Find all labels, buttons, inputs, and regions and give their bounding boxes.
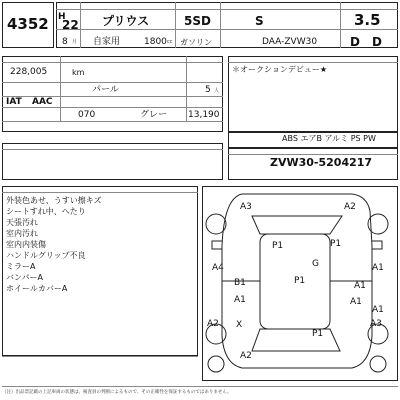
displacement-unit: cc: [167, 39, 173, 45]
mark-right-quarter: A1: [372, 305, 384, 315]
remark-item: ホイールカバーA: [6, 284, 68, 293]
mark-front-right: A2: [344, 202, 356, 212]
seats-unit: 人: [214, 88, 220, 94]
interior-grade: D: [350, 35, 360, 49]
year: 22: [62, 18, 79, 32]
usage: 自家用: [93, 37, 121, 47]
chassis-number: ZVW30-5204217: [270, 156, 373, 169]
mark-right-door-rear: A1: [350, 297, 362, 307]
mark-roof-1: P1: [272, 241, 284, 251]
era-label: H: [58, 12, 66, 22]
lot-number: 4352: [7, 15, 49, 33]
score: 3.5: [354, 11, 381, 29]
mark-left-quarter: A2: [207, 319, 219, 329]
remark-item: 天張汚れ: [6, 218, 38, 227]
interior-color: グレー: [140, 110, 168, 120]
remark-item: シートすれ中、へたり: [6, 207, 86, 216]
car-diagram: [202, 186, 398, 381]
remark-item: 室内汚れ: [6, 229, 38, 238]
mark-glass: G: [312, 259, 319, 269]
remark-item: 室内内装傷: [6, 240, 46, 249]
mark-right-rear: A3: [370, 319, 382, 329]
remark-item: 外装色あせ、うすい擦キズ: [6, 196, 102, 205]
equipment: ABS エアB アルミ PS PW: [282, 134, 376, 143]
mark-trunk-x: X: [236, 320, 243, 330]
sales-points: ＊オークションデビュー★: [232, 65, 328, 74]
load-capacity: 13,190: [188, 110, 220, 120]
grade: S: [255, 14, 264, 28]
doors: 5SD: [184, 14, 211, 28]
mark-front-left: A3: [240, 202, 252, 212]
shift: IAT: [6, 97, 22, 107]
mileage-unit: km: [72, 68, 85, 77]
mileage: 228,005: [10, 67, 48, 77]
seats: 5: [205, 85, 211, 95]
remark-item: ハンドルグリップ不良: [6, 251, 86, 260]
remark-item: バンパーA: [6, 273, 43, 282]
exterior-grade: D: [372, 35, 382, 49]
fuel: ガソリン: [180, 38, 212, 47]
month-suffix: 月: [72, 39, 78, 45]
remark-item: ミラーA: [6, 262, 36, 271]
mark-right-fender: A1: [372, 263, 384, 273]
mark-hood-right: P1: [330, 239, 342, 249]
mark-left-fender: A4: [212, 263, 224, 273]
mark-trunk-p1: P1: [312, 329, 324, 339]
footer-note: （注）出品票記載の上記車両の状態は、検査員の判断によるもので、その正確性を保証するものではありません。: [2, 390, 232, 395]
ac: AAC: [32, 97, 53, 107]
mark-left-door-rear: A1: [234, 295, 246, 305]
model-name: プリウス: [102, 14, 150, 28]
color-code: 070: [78, 110, 96, 120]
mark-right-door-front: A1: [354, 281, 366, 291]
mark-roof-2: P1: [294, 276, 306, 286]
model-code: DAA-ZVW30: [262, 37, 318, 47]
month: 8: [62, 37, 68, 47]
mark-left-door-front: B1: [234, 278, 246, 288]
mark-rear-bumper: A2: [240, 351, 252, 361]
displacement: 1800: [144, 37, 167, 47]
color: パール: [92, 85, 119, 95]
